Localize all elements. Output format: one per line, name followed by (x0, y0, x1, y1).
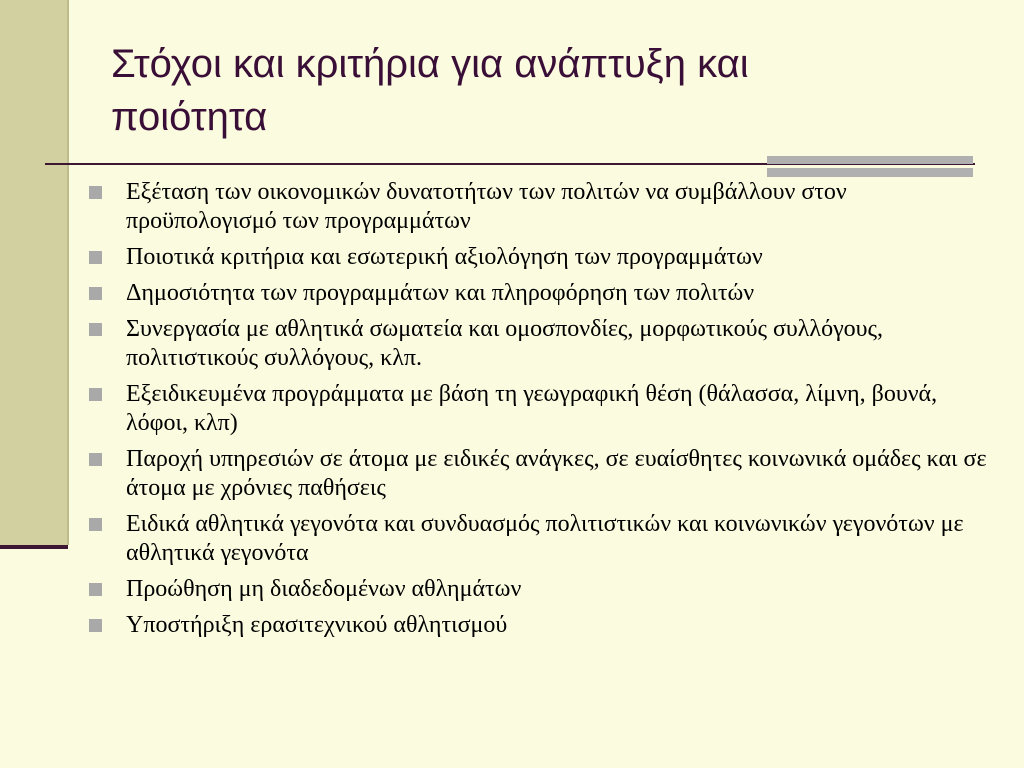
bullet-text: Δημοσιότητα των προγραμμάτων και πληροφόρηση των πολιτών (126, 280, 755, 306)
square-bullet-icon (89, 287, 102, 300)
square-bullet-icon (89, 388, 102, 401)
square-bullet-icon (89, 323, 102, 336)
left-bar-divider (0, 545, 68, 549)
bullet-item (88, 380, 988, 438)
bullet-item (88, 279, 988, 308)
square-bullet-icon (89, 583, 102, 596)
bullet-list (88, 178, 988, 647)
bullet-text: Εξέταση των οικονομικών δυνατοτήτων των πολιτών να συμβάλλουν στον προϋπολογισμό των προγραμμάτων (126, 179, 847, 234)
bullet-text: Παροχή υπηρεσιών σε άτομα με ειδικές ανάγκες, σε ευαίσθητες κοινωνικά ομάδες και σε άτομα με χρόνιες παθήσεις (126, 446, 987, 501)
bullet-text: Προώθηση μη διαδεδομένων αθλημάτων (126, 576, 522, 602)
bullet-item (88, 315, 988, 373)
bullet-item (88, 243, 988, 272)
left-decorative-bar (0, 0, 69, 545)
bullet-item (88, 445, 988, 503)
bullet-item (88, 611, 988, 640)
bullet-item (88, 178, 988, 236)
square-bullet-icon (89, 186, 102, 199)
bullet-text: Ειδικά αθλητικά γεγονότα και συνδυασμός πολιτιστικών και κοινωνικών γεγονότων με αθλητικά γεγονότα (126, 511, 964, 566)
square-bullet-icon (89, 453, 102, 466)
square-bullet-icon (89, 251, 102, 264)
bullet-text: Συνεργασία με αθλητικά σωματεία και ομοσπονδίες, μορφωτικούς συλλόγους, πολιτιστικούς συλλόγους, κλπ. (126, 316, 884, 371)
title-accent-bar-top (767, 156, 973, 164)
bullet-text: Υποστήριξη ερασιτεχνικού αθλητισμού (126, 612, 508, 638)
square-bullet-icon (89, 619, 102, 632)
bullet-text: Εξειδικευμένα προγράμματα με βάση τη γεωγραφική θέση (θάλασσα, λίμνη, βουνά, λόφοι, κλπ) (126, 381, 938, 436)
bullet-text: Ποιοτικά κριτήρια και εσωτερική αξιολόγηση των προγραμμάτων (126, 244, 763, 270)
bullet-item (88, 575, 988, 604)
slide-title: Στόχοι και κριτήρια για ανάπτυξη και ποιότητα (111, 42, 749, 139)
bullet-item (88, 510, 988, 568)
title-accent-bar-bottom (767, 168, 973, 177)
square-bullet-icon (89, 518, 102, 531)
